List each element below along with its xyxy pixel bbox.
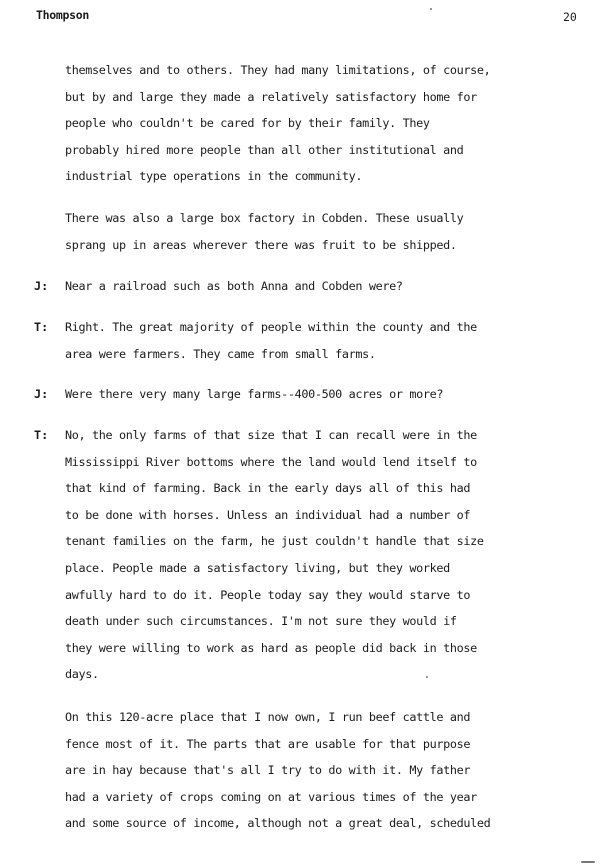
- text-line: fence most of it. The parts that are usable for that purpose: [65, 736, 471, 751]
- text-line: death under such circumstances. I'm not sure they would if: [65, 614, 457, 629]
- text-line: place. People made a satisfactory living, but they worked: [65, 560, 450, 575]
- text-line: Right. The great majority of people within the county and the: [65, 320, 477, 334]
- speaker-label: J:: [34, 279, 49, 293]
- text-line: people who couldn't be cared for by their family. They: [65, 116, 430, 131]
- text-line: sprang up in areas wherever there was fruit to be shipped.: [65, 237, 457, 252]
- text-line: are in hay because that's all I try to do with it. My father: [65, 763, 471, 778]
- text-line: probably hired more people than all other institutional and: [65, 142, 464, 157]
- paragraph-7: [65, 704, 490, 837]
- text-line: industrial type operations in the community.: [65, 169, 363, 184]
- header-name: Thompson: [36, 8, 89, 22]
- text-line: but by and large they made a relatively satisfactory home for: [65, 89, 477, 104]
- text-line: had a variety of crops coming on at various times of the year: [65, 789, 477, 804]
- scan-speck: [581, 861, 595, 863]
- text-line: Mississippi River bottoms where the land would lend itself to: [65, 454, 477, 469]
- text-line: days.: [65, 667, 99, 682]
- text-line: that kind of farming. Back in the early days all of this had: [65, 481, 471, 496]
- page-number: 20: [563, 10, 577, 24]
- paragraph-2: [65, 205, 463, 258]
- speaker-label: T:: [34, 428, 49, 442]
- text-line: tenant families on the farm, he just couldn't handle that size: [65, 534, 484, 549]
- paragraph-5: [65, 381, 443, 408]
- text-line: No, the only farms of that size that I can recall were in the: [65, 428, 477, 442]
- paragraph-1: [65, 57, 490, 190]
- speaker-label: J:: [34, 387, 49, 401]
- text-line: There was also a large box factory in Cobden. These usually: [65, 211, 464, 225]
- text-line: Were there very many large farms--400-500 acres or more?: [65, 387, 444, 401]
- paragraph-3: [65, 273, 403, 300]
- paragraph-4: [65, 314, 477, 367]
- text-line: they were willing to work as hard as people did back in those: [65, 640, 477, 655]
- speaker-label: T:: [34, 320, 49, 334]
- paragraph-6: [65, 422, 484, 688]
- scan-speck: [426, 676, 428, 678]
- text-line: to be done with horses. Unless an individual had a number of: [65, 507, 471, 522]
- text-line: On this 120-acre place that I now own, I run beef cattle and: [65, 710, 471, 724]
- text-line: themselves and to others. They had many limitations, of course,: [65, 63, 491, 77]
- text-line: area were farmers. They came from small farms.: [65, 346, 376, 361]
- scan-speck: [430, 8, 432, 10]
- text-line: and some source of income, although not a great deal, scheduled: [65, 816, 491, 831]
- text-line: awfully hard to do it. People today say they would starve to: [65, 587, 471, 602]
- text-line: Near a railroad such as both Anna and Cobden were?: [65, 279, 403, 293]
